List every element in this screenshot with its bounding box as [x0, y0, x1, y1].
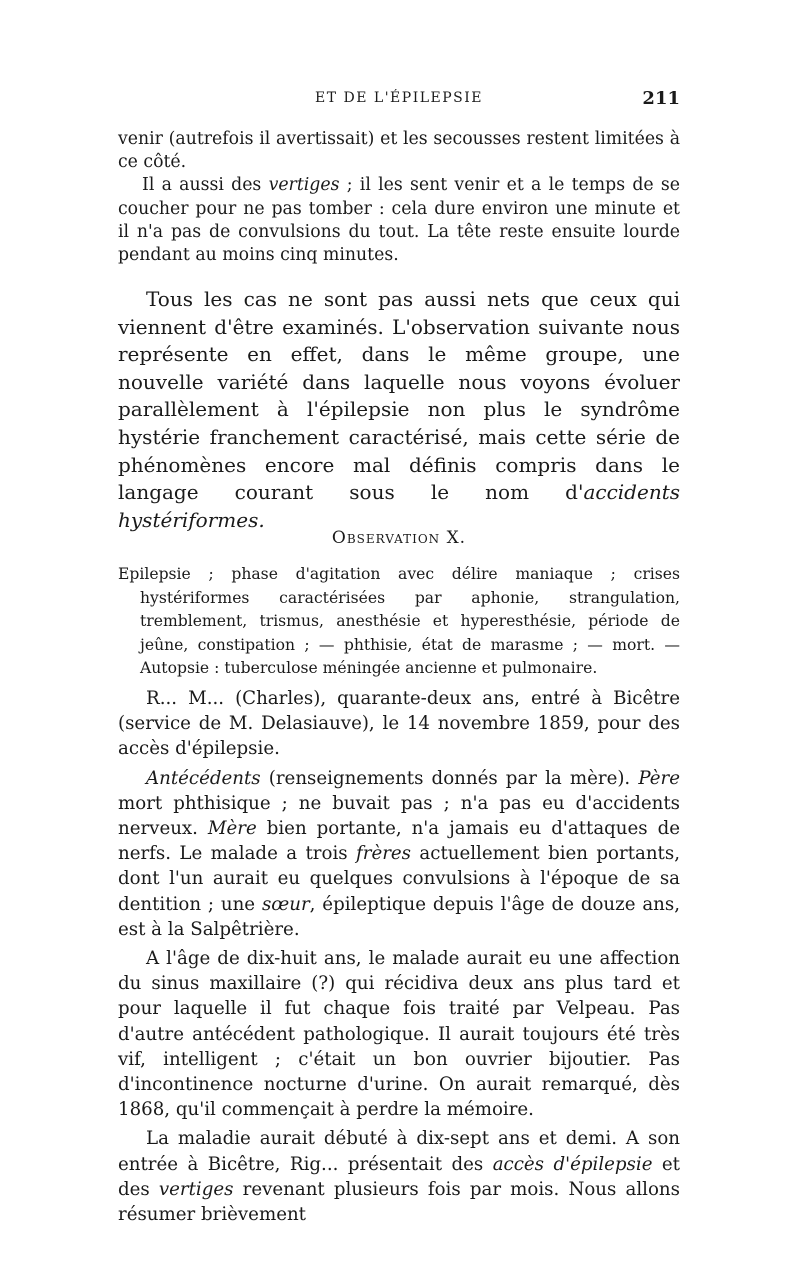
page-number: 211 [642, 88, 680, 109]
paragraph-patient: R... M... (Charles), quarante-deux ans, entré à Bicêtre (service de M. Delasiauve), le 14 novembre 1859, pour des accès d'épilepsie. [118, 688, 680, 760]
observation-heading: Observation X. [331, 528, 467, 548]
summary-text: Epilepsie ; phase d'agitation avec délire maniaque ; crises hystériformes caractérisées par aphonie, strangulation, tremblement, trismus, anesthésie et hyperesthésie, période de jeûne, constipation ; — phthisie, état de marasme ; — mort. — Autopsie : tuberculose méningée ancienne et pulmonaire. [118, 565, 680, 678]
paragraph-history: A l'âge de dix-huit ans, le malade aurait eu une affection du sinus maxillaire (?) qui récidiva deux ans plus tard et pour laquelle il fut chaque fois traité par Velpeau. Pas d'autre antécédent pathologique. Il aurait toujours été très vif, intelligent ; c'était un bon ouvrier bijoutier. Pas d'incontinence nocturne d'urine. On aurait remarqué, dès 1868, qu'il commençait à perdre la mémoire. [118, 948, 680, 1121]
paragraph-vertiges: Il a aussi des vertiges ; il les sent venir et a le temps de se coucher pour ne pas tomber : cela dure environ une minute et il n'a pas de convulsions du tout. La tête reste ensuite lourde pendant au moins cinq minutes. [118, 175, 681, 266]
paragraph-intro: Tous les cas ne sont pas aussi nets que ceux qui viennent d'être examinés. L'observation suivante nous représente en effet, dans le même groupe, une nouvelle variété dans laquelle nous voyons évoluer parallèlement à l'épilepsie non plus le syndrôme hystérie franchement caractérisé, mais cette série de phénomènes encore mal définis compris dans le langage courant sous le nom d'accidents hystériformes. [118, 287, 680, 532]
observation-summary [118, 563, 680, 681]
paragraph-onset: La maladie aurait débuté à dix-sept ans et demi. A son entrée à Bicêtre, Rig... présentait des accès d'épilepsie et des vertiges revenant plusieurs fois par mois. Nous allons résumer brièvement [118, 1128, 680, 1226]
running-title: ET DE L'ÉPILEPSIE [315, 90, 483, 106]
paragraph-continuation: venir (autrefois il avertissait) et les secousses restent limitées à ce côté. [118, 129, 680, 173]
section-small-text [118, 128, 680, 267]
observation-body [118, 686, 680, 1231]
italic-term: vertiges [268, 175, 340, 196]
paragraph-antecedents: Antécédents (renseignements donnés par la mère). Père mort phthisique ; ne buvait pas ; n'a pas eu d'accidents nerveux. Mère bien portante, n'a jamais eu d'attaques de nerfs. Le malade a trois frères actuellement bien portants, dont l'un aurait eu quelques convulsions à l'époque de sa dentition ; une sœur, épileptique depuis l'âge de douze ans, est à la Salpêtrière. [118, 767, 680, 940]
italic-term: accidents hystériformes. [118, 480, 680, 532]
running-head [118, 90, 680, 116]
section-large-text [118, 286, 680, 534]
